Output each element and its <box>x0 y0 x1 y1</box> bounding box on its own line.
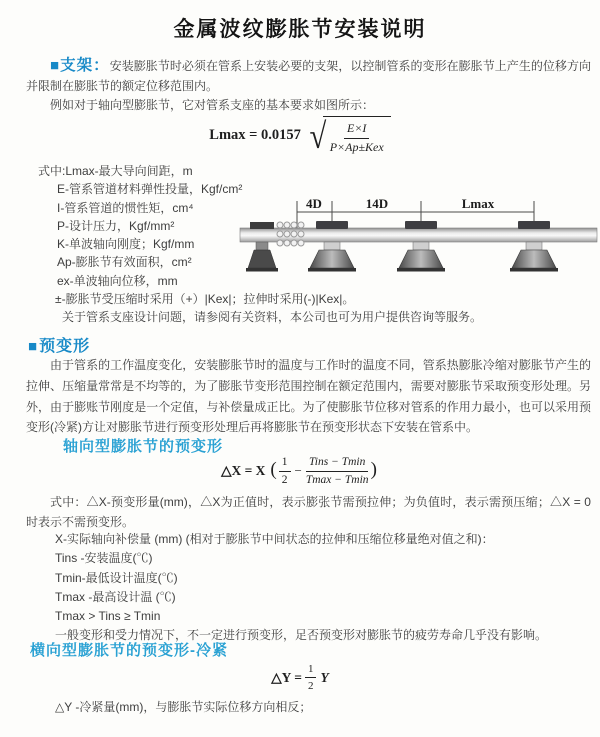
half-denominator: 2 <box>307 680 314 693</box>
support-intro-text: 安装膨胀节时必须在管系上安装必要的支架，以控制管系的变形在膨胀节上产生的位移方向并限制在膨胀节的额定位移范围内。 <box>26 59 591 93</box>
dim-label-4d: 4D <box>306 196 322 211</box>
definition-line: Tmin-最低设计温度(℃) <box>55 570 178 585</box>
support-note-line: 关于管系支座设计问题，请参阅有关资料，本公司也可为用户提供咨询等服务。 <box>62 310 483 325</box>
predeform-header-label: 预变形 <box>39 338 91 355</box>
lateral-subsection-header: 横向型膨胀节的预变形-冷紧 <box>30 642 228 659</box>
half-numerator: 1 <box>305 662 317 678</box>
lateral-note-line: △Y -冷紧量(mm)，与膨胀节实际位移方向相反； <box>55 700 312 714</box>
right-paren: ) <box>370 459 377 481</box>
lmax-formula-denominator: P×Ap±Kex <box>329 139 384 154</box>
dim-label-lmax: Lmax <box>461 196 495 211</box>
half-denominator: 2 <box>281 473 288 486</box>
lmax-formula <box>0 116 600 155</box>
left-paren: ( <box>270 459 277 481</box>
bellows-icon <box>277 222 304 246</box>
predeform-section-header <box>28 333 90 356</box>
definition-line: ±-膨胀节受压缩时采用（+）|Kex|；拉伸时采用(-)|Kex|。 <box>55 292 355 307</box>
definition-line: ex-单波轴向位移，mm <box>57 273 178 288</box>
section-bullet-icon: ■ <box>28 338 39 355</box>
lateral-formula-lhs: △Y = <box>271 669 302 685</box>
axial-explain-text: 式中：△X-预变形量(mm)，△X为正值时，表示膨张节需预拉伸；为负值时，表示需预压缩；△X = 0时表示不需预变形。 <box>26 495 591 529</box>
square-root-sign: √ <box>309 115 327 156</box>
lateral-formula-rhs: Y <box>320 669 329 685</box>
axial-subsection-header: 轴向型膨胀节的预变形 <box>63 438 224 455</box>
temp-numerator: Tins − Tmin <box>306 455 368 472</box>
definition-line: K-单波轴向刚度；Kgf/mm <box>57 237 195 252</box>
definition-line: 式中:Lmax-最大导向间距，m <box>38 164 193 178</box>
lmax-formula-lhs: Lmax = 0.0157 <box>209 127 301 144</box>
predeform-paragraph-text: 由于管系的工作温度变化，安装膨胀节时的温度与工作时的温度不同，管系热膨胀冷缩对膨胀节产生的拉伸、压缩量常常是不均等的，为了膨胀节变形范围控制在额定范围内，需要对膨胀节采取预变形处理。另外，由于膨账节刚度是一个定值，与补偿量成正比。为了使膨胀节位移对管系的作用力最小，也可以采用预变形(冷紧)方让对膨胀节进行预变形处理后再将膨胀节在预变形状态下安装在管系中。 <box>26 358 591 435</box>
support-intro-paragraph <box>26 56 591 96</box>
support-section <box>26 56 591 116</box>
definition-line: Ap-膨胀节有效面积，cm² <box>57 255 192 270</box>
support-spacing-diagram <box>236 192 600 292</box>
temp-denominator: Tmax − Tmin <box>305 473 369 486</box>
definition-line: I-管系管道的惯性矩，cm⁴ <box>57 200 194 215</box>
half-numerator: 1 <box>279 455 291 472</box>
support-section-header: 支架： <box>60 57 110 74</box>
axial-explain-paragraph <box>26 493 591 532</box>
definition-line: Tmax > Tins ≥ Tmin <box>55 609 161 624</box>
section-bullet-icon: ■ <box>50 57 60 74</box>
minus-sign: − <box>294 463 302 479</box>
lmax-formula-numerator: E×I <box>344 121 369 139</box>
dim-label-14d: 14D <box>365 196 389 211</box>
lmax-formula-radicand <box>323 116 391 155</box>
support-example-text: 例如对于轴向型膨胀节，它对管系支座的基本要求如图所示： <box>50 98 375 112</box>
axial-formula-lhs: △X = X <box>221 463 266 479</box>
axial-formula <box>0 455 600 488</box>
definition-line: Tins -安装温度(℃) <box>55 551 153 566</box>
axial-variable-definitions <box>55 530 585 646</box>
predeform-paragraph <box>26 355 591 438</box>
axial-note-line: 一般变形和受力情况下，不一定进行预变形，足否预变形对膨胀节的疲劳寿命几乎没有影响。 <box>55 628 548 643</box>
page-title: 金属波纹膨胀节安装说明 <box>173 18 427 41</box>
definition-line: X-实际轴向补偿量 (mm) (相对于膨胀节中间状态的拉伸和压缩位移量绝对值之和)： <box>55 532 494 546</box>
definition-line: Tmax -最高设计温 (℃) <box>55 589 176 604</box>
lateral-formula <box>0 662 600 694</box>
definition-line: P-设计压力，Kgf/mm² <box>57 218 175 233</box>
definition-line: E-管系管道材料弹性投量，Kgf/cm² <box>57 182 243 197</box>
